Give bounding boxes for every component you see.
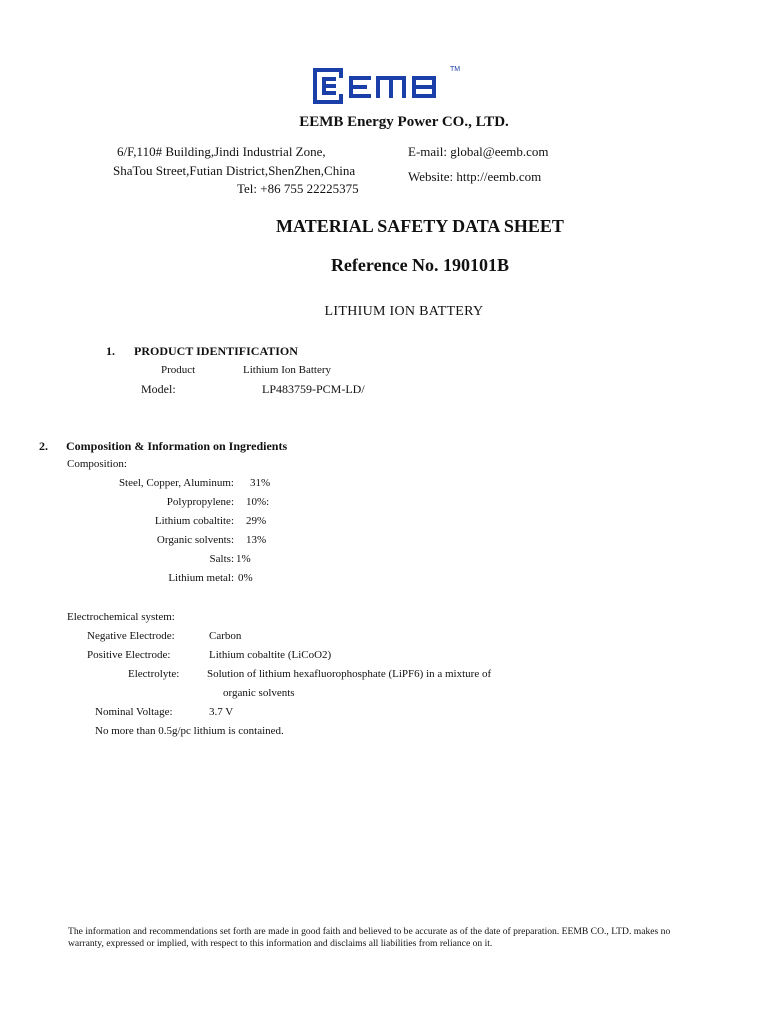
composition-item-name: Steel, Copper, Aluminum: xyxy=(118,477,234,489)
negative-electrode-value: Carbon xyxy=(209,630,242,642)
electrolyte-value-continued: organic solvents xyxy=(223,687,295,699)
address-line-2: ShaTou Street,Futian District,ShenZhen,China xyxy=(113,163,356,178)
model-value: LP483759-PCM-LD/ xyxy=(262,382,365,396)
disclaimer-footer: The information and recommendations set forth are made in good faith and believed to be accurate as of the date of preparation. EEMB CO., LTD. makes no warranty, expressed or implied, with respect to this information and disclaims all liabilities from reliance on it. xyxy=(68,926,671,949)
section-2-title: Composition & Information on Ingredients xyxy=(66,439,288,453)
website-address: Website: http://eemb.com xyxy=(408,169,542,184)
trademark-mark: TM xyxy=(450,66,461,73)
negative-electrode-label: Negative Electrode: xyxy=(87,630,175,642)
section-1-number: 1. xyxy=(106,344,115,358)
section-2-number: 2. xyxy=(39,439,48,453)
model-label: Model: xyxy=(141,382,176,396)
positive-electrode-value: Lithium cobaltite (LiCoO2) xyxy=(209,649,332,661)
eemb-logo xyxy=(312,66,462,106)
company-name: EEMB Energy Power CO., LTD. xyxy=(299,114,509,130)
document-subtitle: LITHIUM ION BATTERY xyxy=(324,304,484,319)
composition-item-name: Organic solvents: xyxy=(156,534,234,546)
electrolyte-value: Solution of lithium hexafluorophosphate (LiPF6) in a mixture of xyxy=(207,668,492,680)
nominal-voltage-label: Nominal Voltage: xyxy=(95,706,173,718)
electrochem-label: Electrochemical system: xyxy=(67,611,175,623)
composition-item-value: 29% xyxy=(246,515,267,527)
document-title: MATERIAL SAFETY DATA SHEET xyxy=(276,216,564,236)
product-label: Product xyxy=(161,364,196,376)
composition-item-value: 13% xyxy=(246,534,267,546)
product-value: Lithium Ion Battery xyxy=(243,364,331,376)
composition-label: Composition: xyxy=(67,458,127,470)
composition-item-name: Polypropylene: xyxy=(166,496,234,508)
composition-item-value: 31% xyxy=(250,477,271,489)
composition-item-value: 0% xyxy=(238,572,253,584)
composition-item-name: Salts: xyxy=(209,553,234,565)
nominal-voltage-value: 3.7 V xyxy=(209,706,234,718)
positive-electrode-label: Positive Electrode: xyxy=(87,649,171,661)
composition-item-value: 1% xyxy=(236,553,251,565)
composition-item-value: 10%: xyxy=(246,496,270,508)
lithium-content-note: No more than 0.5g/pc lithium is contained. xyxy=(95,725,284,737)
composition-item-name: Lithium metal: xyxy=(168,572,234,584)
section-1-title: PRODUCT IDENTIFICATION xyxy=(134,344,298,358)
address-line-1: 6/F,110# Building,Jindi Industrial Zone, xyxy=(117,144,326,159)
email-address: E-mail: global@eemb.com xyxy=(408,144,549,159)
electrolyte-label: Electrolyte: xyxy=(128,668,180,680)
reference-number: Reference No. 190101B xyxy=(330,255,510,275)
telephone: Tel: +86 755 22225375 xyxy=(237,181,359,196)
composition-item-name: Lithium cobaltite: xyxy=(154,515,234,527)
